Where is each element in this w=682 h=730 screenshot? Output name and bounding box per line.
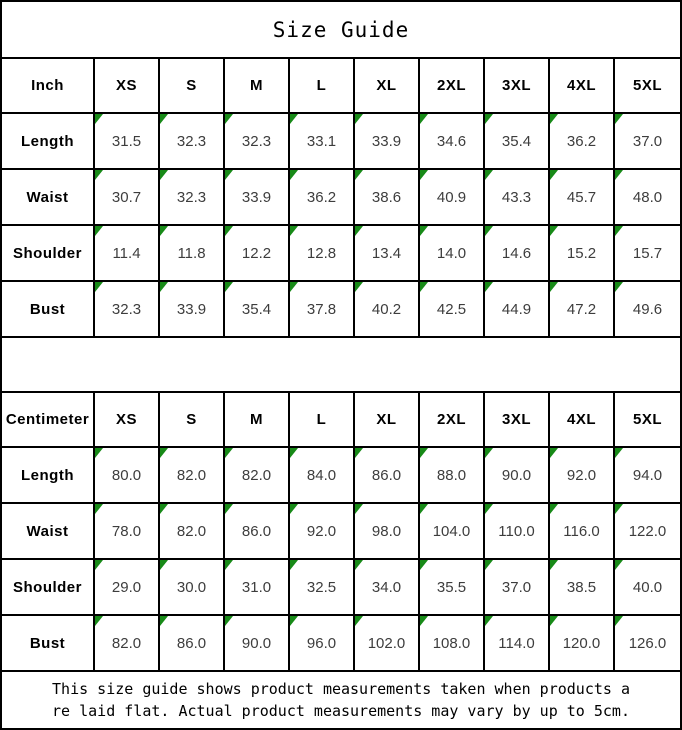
measurement-value-cell: 32.3 <box>160 170 225 226</box>
size-header-cell: XL <box>355 393 420 448</box>
measurement-value-cell: 31.0 <box>225 560 290 616</box>
measurement-value-cell: 33.1 <box>290 114 355 170</box>
measurement-label-cell: Length <box>2 114 95 170</box>
measurement-value-cell: 45.7 <box>550 170 615 226</box>
measurement-label-cell: Shoulder <box>2 560 95 616</box>
measurement-value-cell: 40.0 <box>615 560 680 616</box>
measurement-value-cell: 34.0 <box>355 560 420 616</box>
size-header-cell: S <box>160 59 225 114</box>
measurement-value-cell: 40.2 <box>355 282 420 338</box>
measurement-value-cell: 30.0 <box>160 560 225 616</box>
measurement-label-cell: Shoulder <box>2 226 95 282</box>
size-header-cell: 4XL <box>550 393 615 448</box>
measurement-value-cell: 126.0 <box>615 616 680 672</box>
measurement-label-cell: Length <box>2 448 95 504</box>
measurement-value-cell: 94.0 <box>615 448 680 504</box>
measurement-value-cell: 44.9 <box>485 282 550 338</box>
measurement-value-cell: 11.8 <box>160 226 225 282</box>
size-header-cell: 5XL <box>615 393 680 448</box>
measurement-value-cell: 31.5 <box>95 114 160 170</box>
measurement-value-cell: 80.0 <box>95 448 160 504</box>
size-header-cell: 5XL <box>615 59 680 114</box>
size-header-cell: L <box>290 59 355 114</box>
measurement-value-cell: 47.2 <box>550 282 615 338</box>
size-header-cell: XS <box>95 59 160 114</box>
measurement-value-cell: 92.0 <box>550 448 615 504</box>
measurement-value-cell: 32.3 <box>160 114 225 170</box>
measurement-value-cell: 108.0 <box>420 616 485 672</box>
measurement-label-cell: Waist <box>2 504 95 560</box>
measurement-value-cell: 40.9 <box>420 170 485 226</box>
measurement-value-cell: 102.0 <box>355 616 420 672</box>
measurement-value-cell: 35.5 <box>420 560 485 616</box>
measurement-value-cell: 120.0 <box>550 616 615 672</box>
footer-note-line-1: This size guide shows product measurements taken when products a <box>52 679 630 698</box>
measurement-value-cell: 116.0 <box>550 504 615 560</box>
size-header-cell: S <box>160 393 225 448</box>
measurement-value-cell: 34.6 <box>420 114 485 170</box>
measurement-value-cell: 33.9 <box>355 114 420 170</box>
measurement-value-cell: 82.0 <box>160 448 225 504</box>
measurement-value-cell: 42.5 <box>420 282 485 338</box>
measurement-value-cell: 29.0 <box>95 560 160 616</box>
measurement-value-cell: 122.0 <box>615 504 680 560</box>
measurement-value-cell: 36.2 <box>550 114 615 170</box>
measurement-value-cell: 90.0 <box>225 616 290 672</box>
measurement-value-cell: 13.4 <box>355 226 420 282</box>
unit-label-cell: Centimeter <box>2 393 95 448</box>
measurement-value-cell: 36.2 <box>290 170 355 226</box>
measurement-value-cell: 11.4 <box>95 226 160 282</box>
measurement-value-cell: 14.6 <box>485 226 550 282</box>
measurement-value-cell: 88.0 <box>420 448 485 504</box>
centimeter-table <box>2 393 680 672</box>
measurement-value-cell: 32.3 <box>225 114 290 170</box>
measurement-value-cell: 78.0 <box>95 504 160 560</box>
measurement-value-cell: 82.0 <box>225 448 290 504</box>
size-header-cell: 3XL <box>485 393 550 448</box>
measurement-label-cell: Waist <box>2 170 95 226</box>
measurement-value-cell: 84.0 <box>290 448 355 504</box>
size-header-cell: XS <box>95 393 160 448</box>
footer-note <box>2 672 680 728</box>
size-header-cell: XL <box>355 59 420 114</box>
measurement-value-cell: 114.0 <box>485 616 550 672</box>
measurement-value-cell: 110.0 <box>485 504 550 560</box>
measurement-value-cell: 15.2 <box>550 226 615 282</box>
measurement-value-cell: 98.0 <box>355 504 420 560</box>
measurement-value-cell: 37.8 <box>290 282 355 338</box>
measurement-label-cell: Bust <box>2 616 95 672</box>
measurement-value-cell: 30.7 <box>95 170 160 226</box>
measurement-value-cell: 48.0 <box>615 170 680 226</box>
measurement-label-cell: Bust <box>2 282 95 338</box>
measurement-value-cell: 15.7 <box>615 226 680 282</box>
measurement-value-cell: 32.5 <box>290 560 355 616</box>
measurement-value-cell: 82.0 <box>160 504 225 560</box>
measurement-value-cell: 14.0 <box>420 226 485 282</box>
measurement-value-cell: 33.9 <box>160 282 225 338</box>
measurement-value-cell: 82.0 <box>95 616 160 672</box>
measurement-value-cell: 37.0 <box>615 114 680 170</box>
measurement-value-cell: 12.8 <box>290 226 355 282</box>
size-guide-title: Size Guide <box>2 2 680 59</box>
measurement-value-cell: 35.4 <box>225 282 290 338</box>
size-header-cell: 2XL <box>420 59 485 114</box>
size-header-cell: M <box>225 59 290 114</box>
size-header-cell: 3XL <box>485 59 550 114</box>
measurement-value-cell: 38.5 <box>550 560 615 616</box>
measurement-value-cell: 96.0 <box>290 616 355 672</box>
measurement-value-cell: 86.0 <box>225 504 290 560</box>
unit-label-cell: Inch <box>2 59 95 114</box>
measurement-value-cell: 104.0 <box>420 504 485 560</box>
measurement-value-cell: 86.0 <box>355 448 420 504</box>
measurement-value-cell: 49.6 <box>615 282 680 338</box>
measurement-value-cell: 90.0 <box>485 448 550 504</box>
size-header-cell: L <box>290 393 355 448</box>
measurement-value-cell: 32.3 <box>95 282 160 338</box>
footer-note-line-2: re laid flat. Actual product measurements may vary by up to 5cm. <box>52 702 630 720</box>
inch-table <box>2 59 680 338</box>
measurement-value-cell: 35.4 <box>485 114 550 170</box>
size-header-cell: 4XL <box>550 59 615 114</box>
measurement-value-cell: 86.0 <box>160 616 225 672</box>
measurement-value-cell: 33.9 <box>225 170 290 226</box>
table-gap <box>2 338 680 393</box>
size-header-cell: M <box>225 393 290 448</box>
measurement-value-cell: 38.6 <box>355 170 420 226</box>
size-header-cell: 2XL <box>420 393 485 448</box>
measurement-value-cell: 92.0 <box>290 504 355 560</box>
measurement-value-cell: 12.2 <box>225 226 290 282</box>
measurement-value-cell: 37.0 <box>485 560 550 616</box>
measurement-value-cell: 43.3 <box>485 170 550 226</box>
